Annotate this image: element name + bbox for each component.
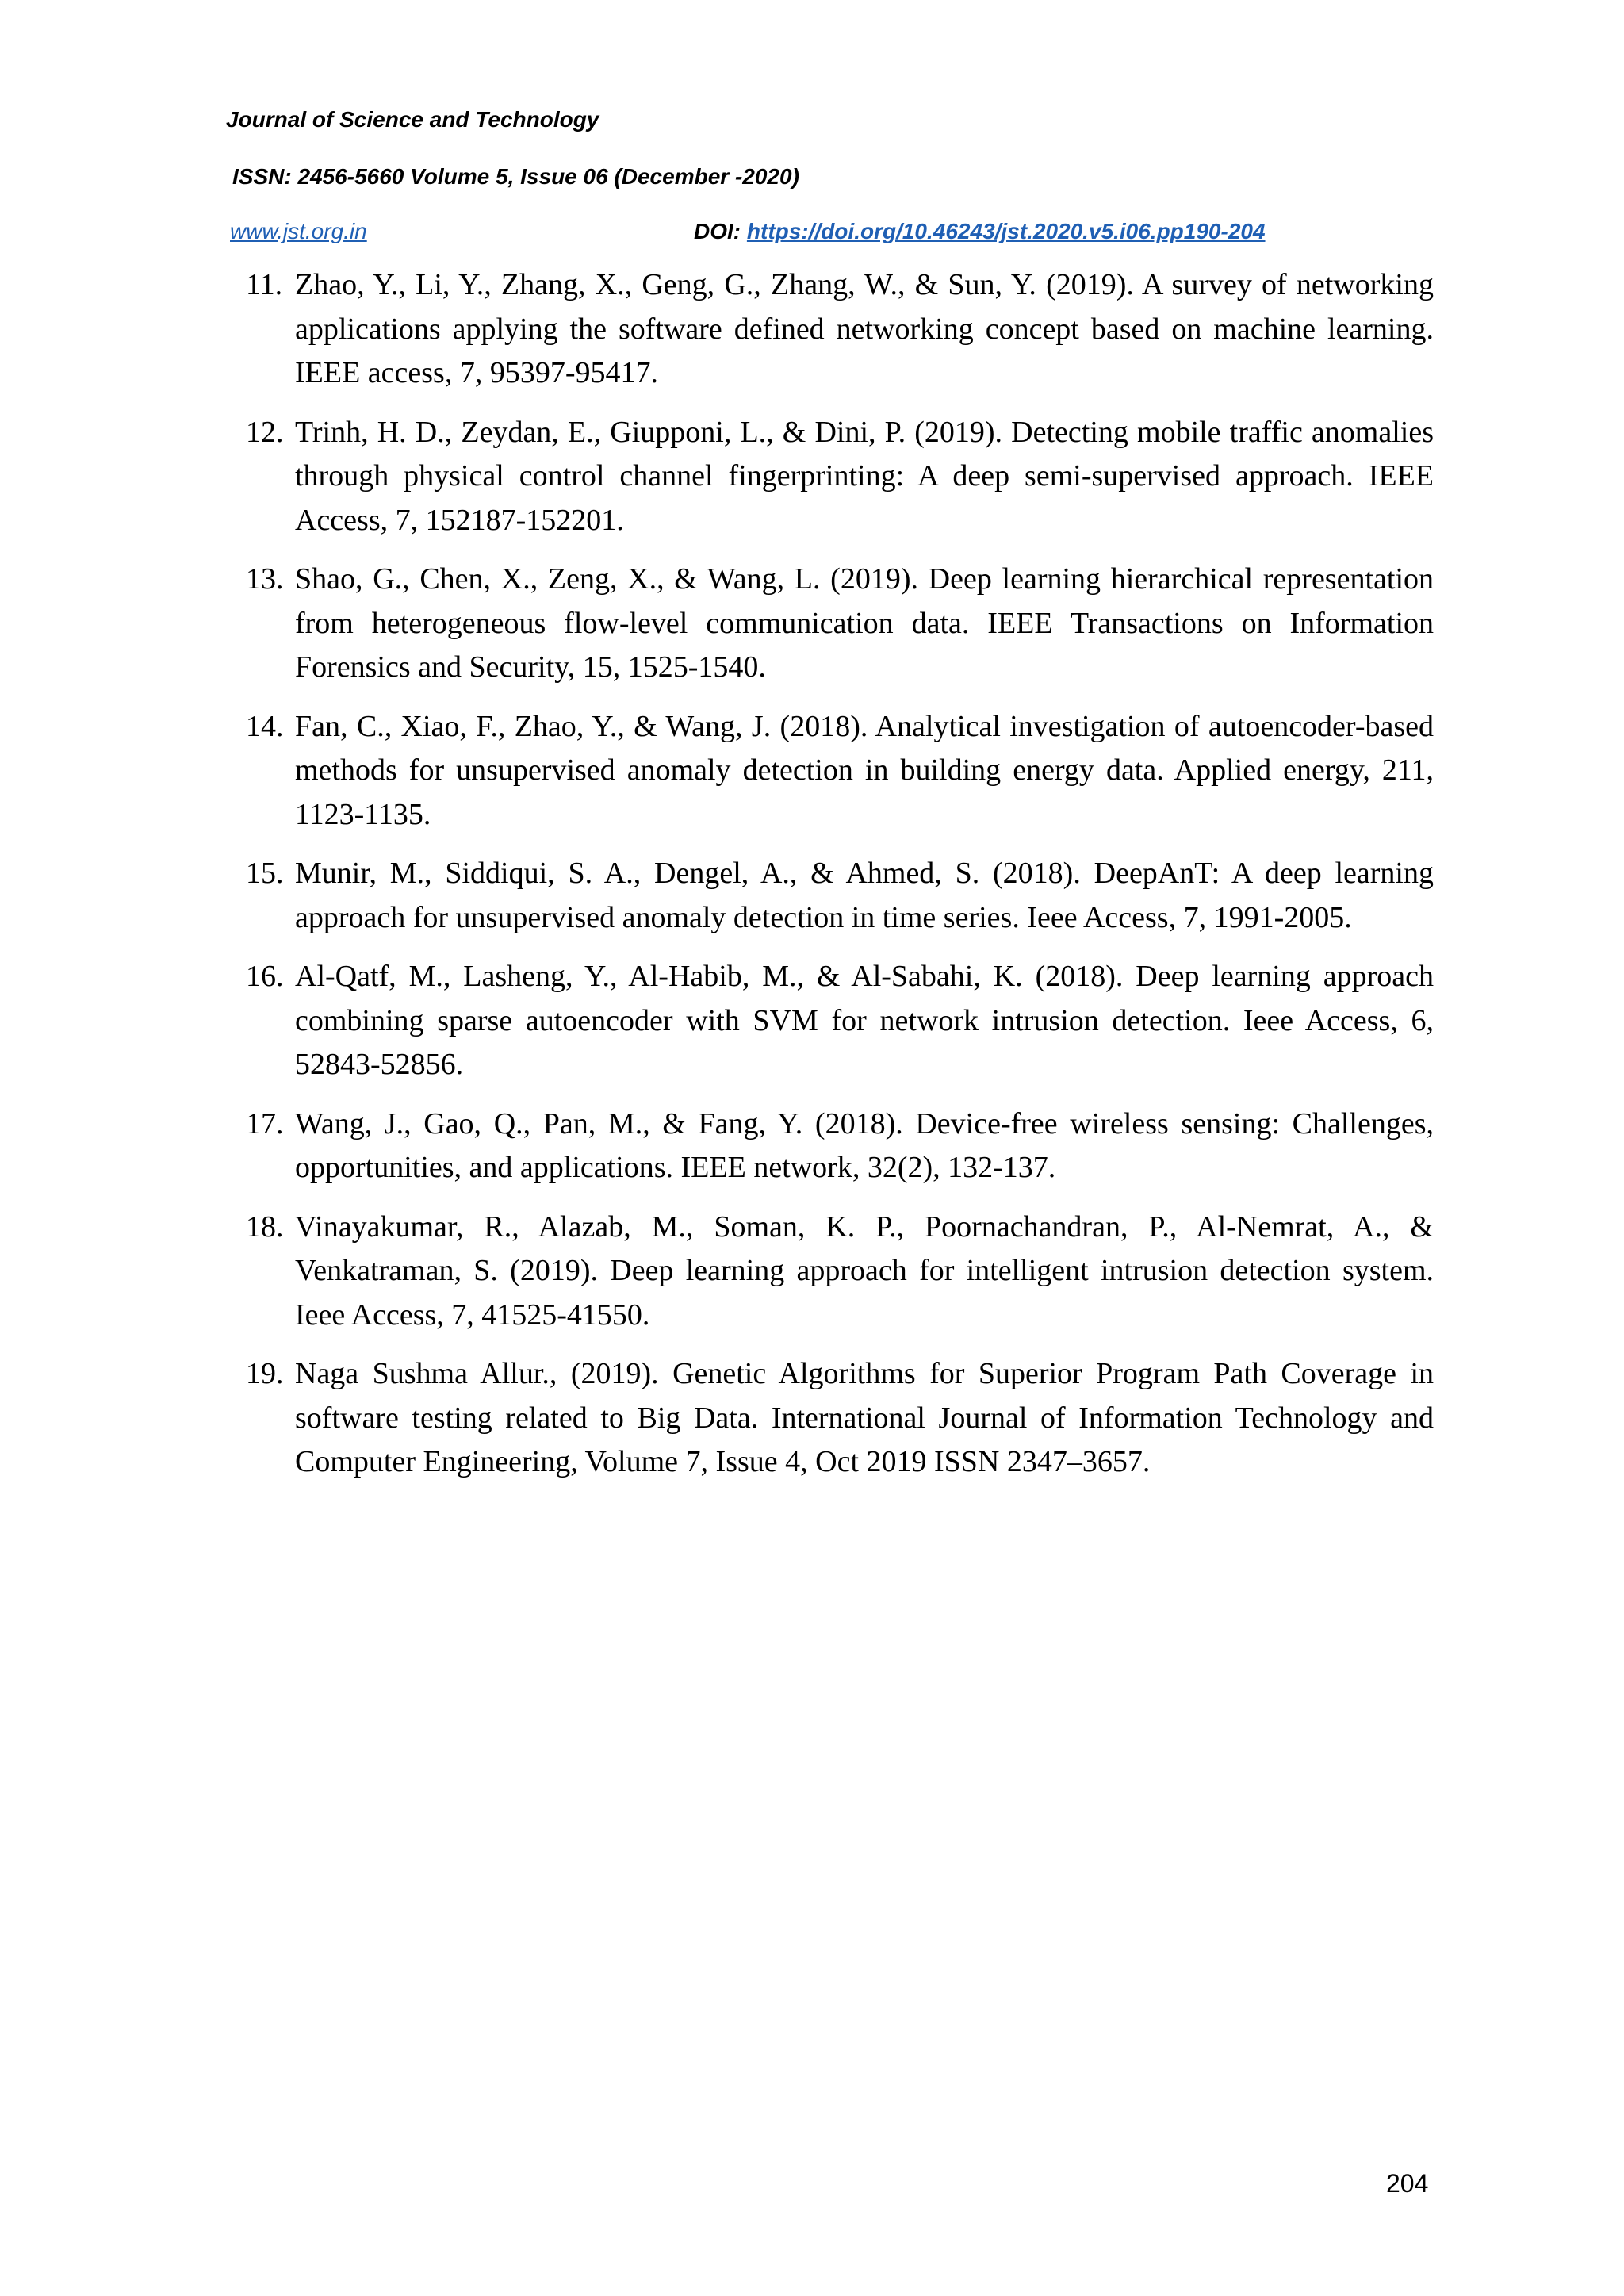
reference-text: Naga Sushma Allur., (2019). Genetic Algorithms for Superior Program Path Coverage in software testing related to Big Data. International Journal of Information Technology and Computer Engineering, Volume 7, Issue 4, Oct 2019 ISSN 2347–3657. [295,1357,1434,1478]
reference-number: 14. [246,709,284,743]
journal-website-link[interactable]: www.jst.org.in [230,219,367,243]
reference-number: 18. [246,1209,284,1244]
reference-text: Trinh, H. D., Zeydan, E., Giupponi, L., & Dini, P. (2019). Detecting mobile traffic anomalies through physical control channel fingerprinting: A deep semi-supervised approach. IEEE Access, 7, 152187-152201. [295,415,1434,537]
journal-title: Journal of Science and Technology [226,107,599,132]
issn-volume-line: ISSN: 2456-5660 Volume 5, Issue 06 (December -2020) [232,164,799,189]
reference-text: Vinayakumar, R., Alazab, M., Soman, K. P., Poornachandran, P., Al-Nemrat, A., & Venkatraman, S. (2019). Deep learning approach for intelligent intrusion detection system. Ieee Access, 7, 41525-41550. [295,1209,1434,1332]
reference-item [246,852,1434,940]
page-number: 204 [1386,2169,1429,2198]
reference-number: 12. [246,415,284,449]
reference-text: Zhao, Y., Li, Y., Zhang, X., Geng, G., Zhang, W., & Sun, Y. (2019). A survey of networking applications applying the software defined networking concept based on machine learning. IEEE access, 7, 95397-95417. [295,268,1434,389]
doi-link[interactable]: https://doi.org/10.46243/jst.2020.v5.i06.pp190-204 [746,219,1266,243]
reference-number: 15. [246,857,284,890]
reference-number: 19. [246,1357,284,1390]
reference-number: 11. [246,268,283,301]
reference-item [246,1205,1434,1338]
reference-item [246,955,1434,1087]
reference-item [246,411,1434,543]
reference-text: Wang, J., Gao, Q., Pan, M., & Fang, Y. (2018). Device-free wireless sensing: Challenges, opportunities, and applications. IEEE network, 32(2), 132-137. [295,1106,1434,1184]
reference-text: Al-Qatf, M., Lasheng, Y., Al-Habib, M., & Al-Sabahi, K. (2018). Deep learning approach combining sparse autoencoder with SVM for network intrusion detection. Ieee Access, 6, 52843-52856. [295,960,1434,1081]
reference-number: 16. [246,960,284,993]
reference-list [246,263,1434,1500]
reference-text: Fan, C., Xiao, F., Zhao, Y., & Wang, J. (2018). Analytical investigation of autoencoder-based methods for unsupervised anomaly detection in building energy data. Applied energy, 211, 1123-1135. [295,709,1434,831]
reference-item [246,1102,1434,1190]
reference-text: Munir, M., Siddiqui, S. A., Dengel, A., & Ahmed, S. (2018). DeepAnT: A deep learning approach for unsupervised anomaly detection in time series. Ieee Access, 7, 1991-2005. [295,857,1434,934]
reference-number: 17. [246,1106,284,1140]
reference-text: Shao, G., Chen, X., Zeng, X., & Wang, L. (2019). Deep learning hierarchical representation from heterogeneous flow-level communication data. IEEE Transactions on Information Forensics and Security, 15, 1525-1540. [295,562,1434,684]
doi-line [694,219,1266,244]
doi-label: DOI: [694,219,741,243]
reference-number: 13. [246,562,284,596]
reference-item [246,1352,1434,1485]
reference-item [246,705,1434,838]
reference-item [246,558,1434,690]
reference-item [246,263,1434,396]
